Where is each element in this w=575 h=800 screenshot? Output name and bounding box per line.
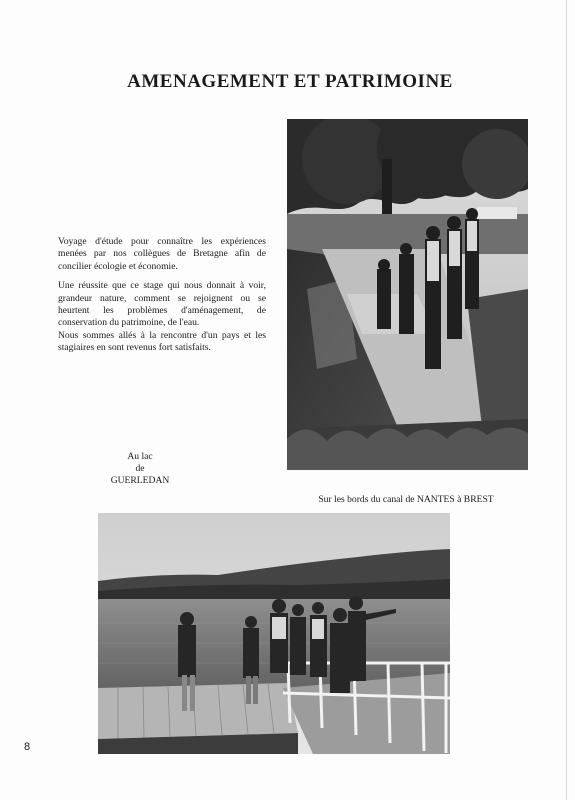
- article-paragraph-2: Une réussite que ce stage qui nous donnait à voir, grandeur nature, comment se rejoignent ou se heurtent les problèmes d'aménagement, de conservation du patrimoine, de l'eau.: [58, 280, 266, 329]
- lake-photo: [98, 513, 450, 754]
- page-edge: [566, 0, 567, 800]
- caption-lac-line-2: de: [135, 463, 145, 474]
- article-text: [58, 236, 266, 362]
- lake-photo-image: [98, 513, 450, 754]
- page-title: AMENAGEMENT ET PATRIMOINE: [127, 70, 453, 92]
- caption-canal: Sur les bords du canal de NANTES à BREST: [318, 494, 494, 505]
- caption-lac-line-1: Au lac: [127, 451, 153, 462]
- canal-photo-image: [287, 119, 528, 470]
- canal-photo: [287, 119, 528, 470]
- article-paragraph-1: Voyage d'étude pour connaître les expériences menées par nos collègues de Bretagne afin de concilier écologie et économie.: [58, 236, 266, 272]
- caption-lac: [104, 451, 176, 487]
- caption-lac-line-3: GUERLEDAN: [110, 475, 170, 486]
- page-number: 8: [24, 741, 31, 753]
- article-paragraph-3: Nous sommes allés à la rencontre d'un pays et les stagiaires en sont revenus fort satisfaits.: [58, 329, 266, 354]
